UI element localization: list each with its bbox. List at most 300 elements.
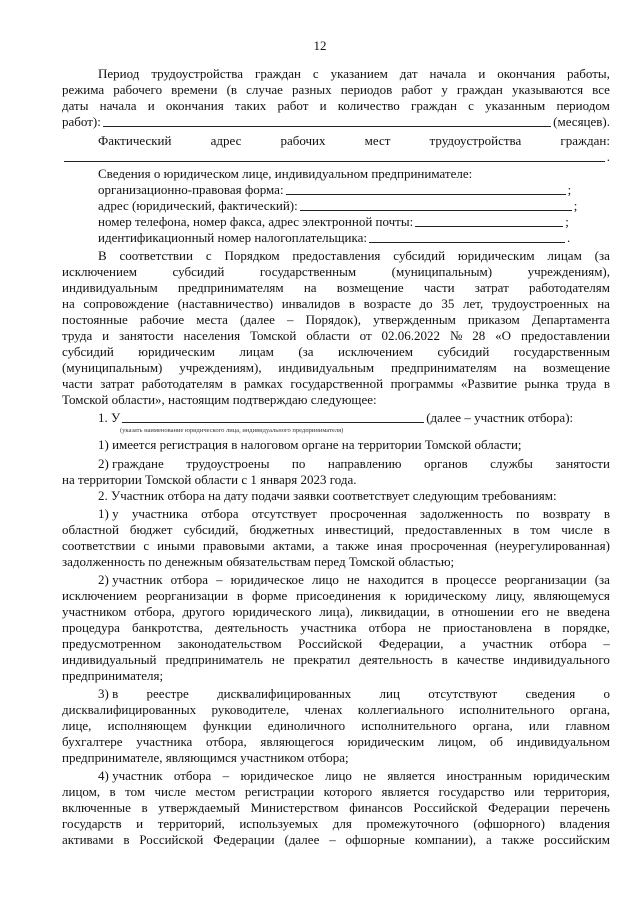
word: работ <box>401 82 433 97</box>
word: службы <box>490 456 533 471</box>
text-line: на территории Томской области с 1 января 2023 года. <box>62 472 357 487</box>
requirement-3 <box>62 686 610 766</box>
word: используемых <box>239 816 319 831</box>
word: реорганизации <box>504 572 587 587</box>
word: (в <box>226 82 238 97</box>
word: исключением <box>338 344 413 359</box>
word: иными <box>157 538 195 553</box>
word: об <box>489 734 503 749</box>
word: работ <box>277 98 309 113</box>
word: рабочие <box>139 312 185 327</box>
word: Порядком <box>224 248 280 263</box>
word: лицом, <box>62 784 101 799</box>
word: (наставничество) <box>177 296 274 311</box>
word: области <box>306 328 350 343</box>
word: рабочего <box>113 82 163 97</box>
word: индивидуального <box>513 652 610 667</box>
word: окончания <box>165 98 224 113</box>
word: Период <box>98 66 140 81</box>
word: направлению <box>327 456 402 471</box>
word: просроченная <box>410 538 488 553</box>
word: правовыми <box>202 538 265 553</box>
text-line <box>62 588 610 604</box>
word: реорганизации <box>145 588 228 603</box>
word: рамках <box>244 376 283 391</box>
word: предприниматель <box>165 652 263 667</box>
word: трудоустройства <box>151 66 244 81</box>
item-2 <box>62 488 610 504</box>
word: числе <box>561 522 593 537</box>
word: Порядок), <box>305 312 361 327</box>
word: возмещение <box>543 360 610 375</box>
word: офшорные <box>345 832 405 847</box>
word: исполняющем <box>107 718 187 733</box>
word: периодов <box>340 82 393 97</box>
text-line <box>62 312 610 328</box>
word: введена <box>567 604 610 619</box>
word: приказом <box>467 312 520 327</box>
word: в <box>603 506 610 521</box>
word: 2) участник <box>98 572 163 587</box>
word: рабочих <box>280 133 326 148</box>
word: режима <box>62 82 105 97</box>
word: отношении <box>451 604 514 619</box>
word: сопровождение <box>83 296 169 311</box>
word: периодом <box>556 98 610 113</box>
word: качестве <box>456 652 505 667</box>
word: лицо <box>325 768 352 783</box>
word: бюджетных <box>249 522 315 537</box>
phone-blank <box>415 214 563 227</box>
word: затрат <box>474 280 509 295</box>
text-line <box>62 149 610 165</box>
word: лицам <box>547 248 582 263</box>
works-label: работ): <box>62 114 101 129</box>
word: государств <box>62 816 122 831</box>
word: включенные <box>62 800 131 815</box>
word: отбора <box>368 620 406 635</box>
word: предоставления <box>292 248 381 263</box>
word: индивидуальным <box>278 360 375 375</box>
word: компании), <box>414 832 477 847</box>
word: (муниципальным) <box>391 264 493 279</box>
text-line: предпринимателя; <box>62 668 164 683</box>
word: населения <box>183 328 241 343</box>
text-line <box>62 604 610 620</box>
word: лиц <box>379 686 400 701</box>
word: затрат <box>100 376 135 391</box>
word: программы <box>390 376 454 391</box>
word: государственным <box>513 344 610 359</box>
word: также <box>501 832 535 847</box>
text-line <box>62 538 610 554</box>
word: регистрации <box>244 784 315 799</box>
word: (неурегулированная) <box>495 538 610 553</box>
word: – <box>286 312 294 327</box>
word: работодателям <box>141 376 223 391</box>
word: (далее <box>284 832 320 847</box>
word: в <box>109 784 116 799</box>
word: предпринимателям <box>390 360 497 375</box>
word: субсидий <box>172 264 225 279</box>
text-line <box>62 784 610 800</box>
word: граждан: <box>560 133 610 148</box>
text-line <box>62 734 610 750</box>
word: – <box>603 636 610 651</box>
word: том <box>125 784 146 799</box>
word: и <box>147 98 155 113</box>
word: главном <box>565 718 610 733</box>
word: Томской <box>250 328 297 343</box>
word: отбора <box>549 636 587 651</box>
word: 35 <box>441 296 455 311</box>
inn-blank <box>369 230 565 243</box>
word: иная <box>376 538 403 553</box>
word: порядке, <box>562 620 610 635</box>
word: Фактический <box>98 133 172 148</box>
word: учреждениям), <box>179 360 262 375</box>
word: юридическое <box>240 768 314 783</box>
word: граждан <box>456 82 503 97</box>
word: занятости <box>119 328 174 343</box>
word: Российской <box>139 832 204 847</box>
word: том <box>530 522 551 537</box>
word: исключением <box>62 264 137 279</box>
word: постоянные <box>62 312 128 327</box>
address-row: адрес (юридический, фактический): ; <box>98 198 578 213</box>
word: возврату <box>542 506 591 521</box>
word: российским <box>543 832 610 847</box>
word: Российской <box>298 636 363 651</box>
text-line: задолженность по денежным обязательствам перед Томской областью; <box>62 554 455 569</box>
inn-row: идентификационный номер налогоплательщика: . <box>98 230 571 245</box>
word: в <box>603 522 610 537</box>
word: до <box>419 296 433 311</box>
text-line <box>62 344 610 360</box>
word: а <box>460 636 466 651</box>
word: не <box>546 604 560 619</box>
word: и <box>319 98 327 113</box>
word: соответствии <box>62 538 136 553</box>
word: участник <box>482 636 533 651</box>
text-line <box>62 800 610 816</box>
word: реестре <box>146 686 189 701</box>
word: у <box>441 82 448 97</box>
word: приостановлена <box>442 620 532 635</box>
text-line <box>62 620 610 636</box>
word: не <box>271 652 285 667</box>
word: с <box>205 248 212 263</box>
phone-row: номер телефона, номер факса, адрес электронной почты: ; <box>98 214 569 229</box>
text-line <box>62 248 610 264</box>
text-line: Томской области», настоящим подтверждаю следующее: <box>62 392 377 407</box>
word: прекратил <box>293 652 351 667</box>
word: № <box>449 328 463 343</box>
org-form-label: организационно-правовая форма: <box>98 182 284 197</box>
word: органа, <box>472 718 513 733</box>
text-line <box>62 832 610 848</box>
word: не <box>346 572 360 587</box>
word: областной <box>62 522 119 537</box>
word: просроченная <box>329 506 407 521</box>
word: другого <box>182 604 225 619</box>
text-line <box>62 636 610 652</box>
word: дат <box>399 66 418 81</box>
text-line <box>62 360 610 376</box>
word: местом <box>195 784 236 799</box>
word: трудоустроены <box>186 456 270 471</box>
word: Департамента <box>531 312 610 327</box>
months-label: (месяцев). <box>553 114 610 129</box>
text-line <box>62 718 610 734</box>
word: инвестиций, <box>325 522 394 537</box>
word: или <box>514 784 535 799</box>
word: дисквалифицированных <box>217 686 352 701</box>
word: отбора, <box>206 734 247 749</box>
requirement-2 <box>62 572 610 684</box>
word: таких <box>234 98 267 113</box>
word: лицом, <box>438 734 477 749</box>
word: банкротства, <box>132 620 203 635</box>
word: в <box>230 376 237 391</box>
word: разных <box>292 82 332 97</box>
text-line <box>62 506 610 522</box>
word: отсутствует <box>251 506 317 521</box>
word: активами <box>62 832 114 847</box>
word: актами, <box>272 538 315 553</box>
entity-name-blank <box>122 410 424 423</box>
workplace-address-paragraph <box>62 133 610 165</box>
word: граждан <box>410 98 457 113</box>
word: дисквалифицированных <box>62 702 197 717</box>
word: Российской <box>413 800 478 815</box>
word: лице, <box>62 718 92 733</box>
word: процедура <box>62 620 120 635</box>
word: предпринимателям <box>177 280 284 295</box>
text-line <box>62 702 610 718</box>
word: юридическим <box>347 734 425 749</box>
word: 28 <box>472 328 486 343</box>
word: к <box>389 588 397 603</box>
address-label: адрес (юридический, фактический): <box>98 198 298 213</box>
word: территорий, <box>157 816 225 831</box>
word: лица), <box>319 604 353 619</box>
word: руководителе, <box>211 702 290 717</box>
word: места <box>196 312 228 327</box>
word: государственным <box>259 264 357 279</box>
word: в <box>544 620 551 635</box>
word: не <box>418 620 431 635</box>
word: органа, <box>569 702 610 717</box>
word: – <box>222 768 230 783</box>
word: лицу, <box>495 588 525 603</box>
text-line <box>62 652 610 668</box>
word: с <box>468 98 474 113</box>
word: в <box>603 376 610 391</box>
word: являющегося <box>260 734 334 749</box>
word: даты <box>62 98 89 113</box>
word: возрасте <box>363 296 411 311</box>
text-line <box>62 686 610 702</box>
word: с <box>143 538 150 553</box>
word: отбора <box>201 506 239 521</box>
word: занятости <box>555 456 610 471</box>
word: отсутствуют <box>428 686 498 701</box>
word: лицо <box>311 572 339 587</box>
months-blank-line <box>103 114 551 127</box>
word: исполнительного <box>459 702 555 717</box>
text-line <box>62 328 610 344</box>
word: в <box>441 652 448 667</box>
word: субсидий <box>437 344 490 359</box>
word: возмещение <box>336 280 404 295</box>
legal-heading: Сведения о юридическом лице, индивидуальном предпринимателе: <box>98 166 473 181</box>
word: находится <box>367 572 424 587</box>
word: являющемуся <box>533 588 610 603</box>
word: рынка <box>524 376 559 391</box>
word: субсидий, <box>183 522 239 537</box>
word: указанием <box>330 66 388 81</box>
word: коллегиального <box>357 702 445 717</box>
word: указываются <box>511 82 584 97</box>
word: законодательством <box>177 636 282 651</box>
word: деятельность <box>359 652 433 667</box>
word: в <box>513 522 520 537</box>
text-line <box>62 133 610 149</box>
text-line <box>62 522 610 538</box>
word: Федерации, <box>378 636 444 651</box>
text-line <box>62 376 610 392</box>
word: (муниципальным) <box>62 360 163 375</box>
word: от <box>359 328 372 343</box>
word: предоставлении <box>520 328 610 343</box>
requirement-1 <box>62 506 610 570</box>
word: или <box>528 718 550 733</box>
word: учреждениям), <box>527 264 610 279</box>
word: количество <box>337 98 400 113</box>
word: индивидуальный <box>62 652 157 667</box>
word: в <box>348 296 355 311</box>
word: утвержденным <box>373 312 456 327</box>
word: для <box>332 816 352 831</box>
text-line <box>62 114 610 130</box>
word: (за <box>298 344 314 359</box>
word: – <box>329 832 336 847</box>
word: членах <box>304 702 343 717</box>
word: иностранным <box>446 768 522 783</box>
text-line <box>62 280 610 296</box>
word: по <box>291 456 306 471</box>
word: и <box>478 66 486 81</box>
word: в <box>431 572 438 587</box>
item-1-start: 1. У <box>98 410 121 425</box>
word: инвалидов <box>281 296 341 311</box>
word: отбора <box>173 768 212 783</box>
word: мест <box>364 133 391 148</box>
word: задолженность <box>419 506 503 521</box>
word: также <box>336 538 369 553</box>
word: Министерством <box>250 800 339 815</box>
word: по <box>516 506 530 521</box>
word: предусмотренном <box>62 636 161 651</box>
word: деятельность <box>214 620 289 635</box>
word: в <box>141 800 148 815</box>
word: утверждаемый <box>158 800 240 815</box>
employment-period-paragraph <box>62 66 610 130</box>
word: юридическим <box>138 344 215 359</box>
word: процессе <box>446 572 497 587</box>
word: 2) граждане <box>98 456 164 471</box>
word: труда <box>566 376 597 391</box>
word: ликвидации, <box>360 604 431 619</box>
requirement-4 <box>62 768 610 848</box>
word: исключением <box>62 588 137 603</box>
item-1-end: (далее – участник отбора): <box>426 410 574 425</box>
word: территория, <box>543 784 610 799</box>
word: и <box>136 816 144 831</box>
word: (за <box>594 248 610 263</box>
word: на <box>513 360 527 375</box>
item-1-line <box>62 410 610 426</box>
word: указанным <box>485 98 546 113</box>
word: субсидий <box>62 344 114 359</box>
word: (офшорного) <box>473 816 545 831</box>
item-1-subitems <box>62 437 610 488</box>
word: бухгалтере <box>62 734 123 749</box>
word: работы, <box>567 66 610 81</box>
word: адрес <box>210 133 242 148</box>
word: юридическому <box>405 588 487 603</box>
word: в <box>437 604 444 619</box>
word: единоличного <box>267 718 346 733</box>
page-number: 12 <box>313 38 327 53</box>
word: его <box>521 604 539 619</box>
text-line: 2. Участник отбора на дату подачи заявки соответствует следующим требованиям: <box>98 488 557 503</box>
word: 1) у <box>98 506 119 521</box>
word: начала <box>99 98 137 113</box>
word: присоединения <box>296 588 381 603</box>
word: части <box>423 280 455 295</box>
word: юридическим <box>533 768 610 783</box>
word: Федерации <box>488 800 550 815</box>
word: отбора, <box>134 604 175 619</box>
phone-label: номер телефона, номер факса, адрес электронной почты: <box>98 214 414 229</box>
word: является <box>387 768 436 783</box>
word: В <box>98 248 107 263</box>
word: «Развитие <box>460 376 517 391</box>
word: 02.06.2022 <box>381 328 441 343</box>
word: исполнительного <box>361 718 457 733</box>
word: на <box>303 280 317 295</box>
order-paragraph <box>62 248 610 408</box>
text-line <box>62 768 610 784</box>
text-line <box>62 816 610 832</box>
word: функции <box>202 718 252 733</box>
word: форме <box>251 588 288 603</box>
text-line: 1) имеется регистрация в налоговом органе на территории Томской области; <box>98 437 522 452</box>
word: юридического <box>232 604 312 619</box>
text-line <box>62 572 610 588</box>
word: лицам <box>239 344 274 359</box>
word: государство <box>438 784 505 799</box>
word: в <box>123 832 130 847</box>
word: в <box>236 588 244 603</box>
word: финансов <box>349 800 403 815</box>
word: не <box>363 768 376 783</box>
word: трудоустройства <box>429 133 522 148</box>
word: работодателям <box>528 280 610 295</box>
word: окончания <box>497 66 556 81</box>
